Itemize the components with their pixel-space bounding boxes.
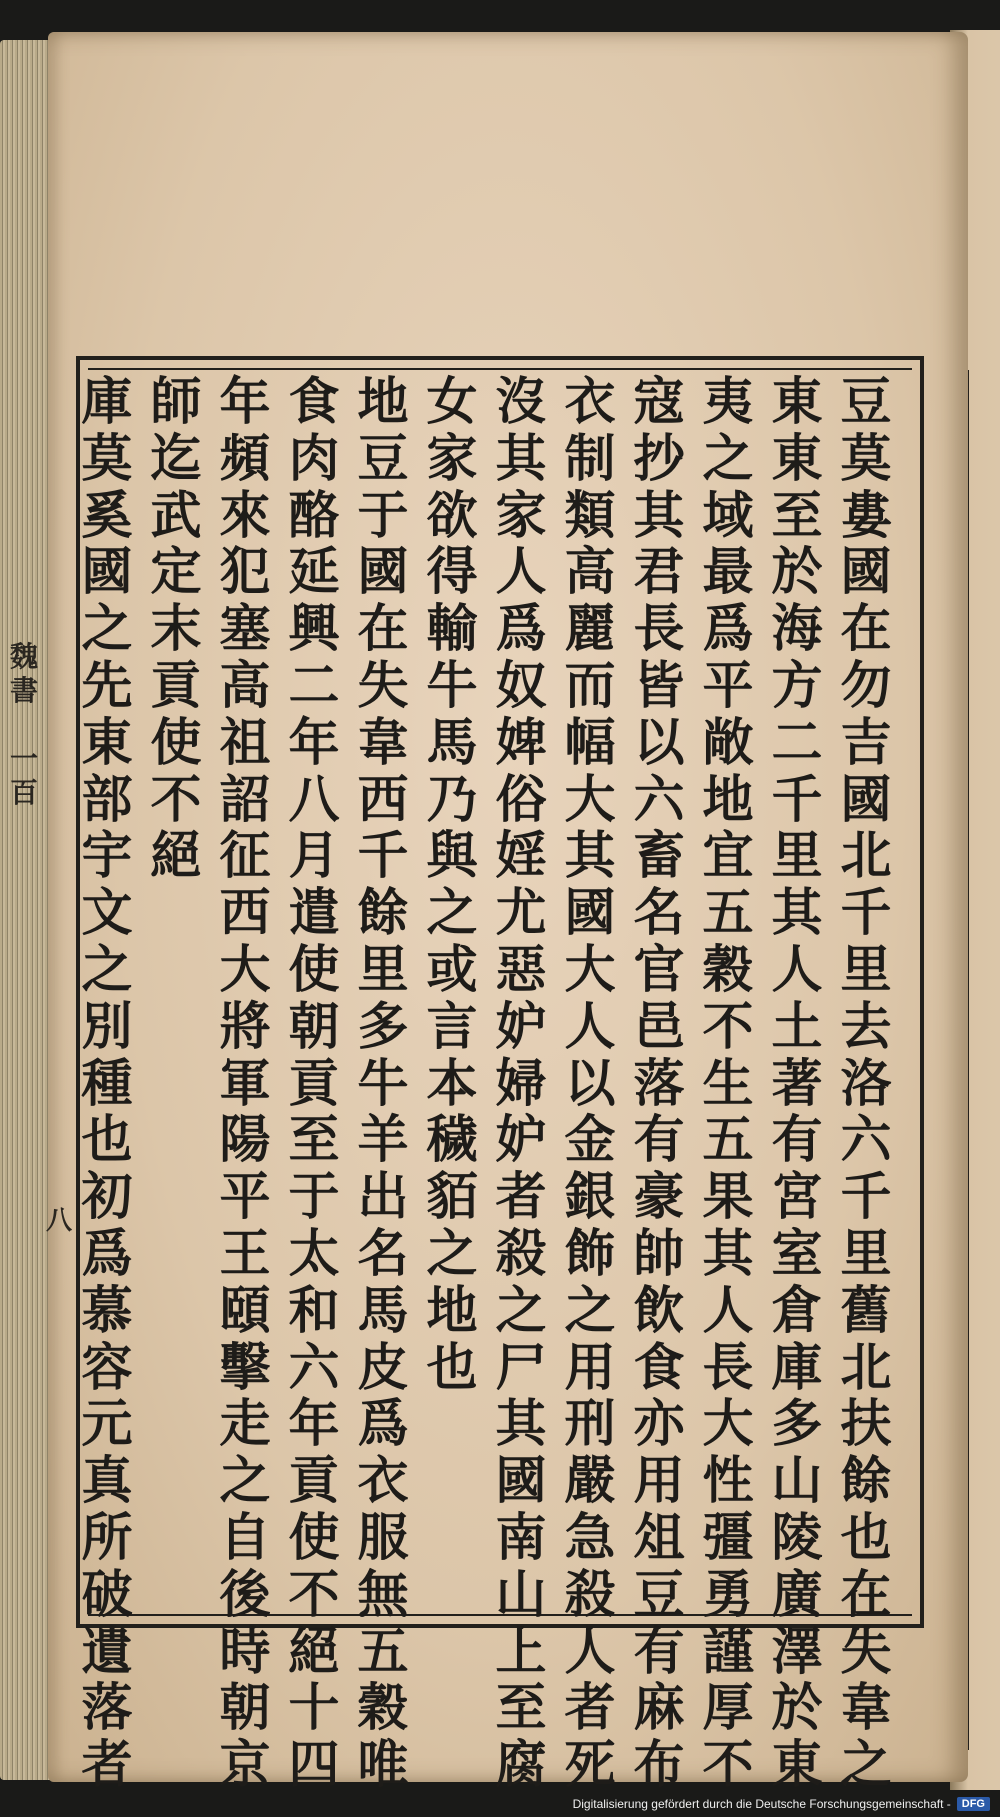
text-column: 庫 莫 奚 國 之 先 東 部 宇 文 之 別 種 也 初 爲 慕 容 元 真 所 破 遺 落 者	[81, 372, 133, 1796]
digitization-footer	[573, 1793, 990, 1815]
text-column: 東 東 至 於 海 方 二 千 里 其 人 土 著 有 宮 室 倉 庫 多 山 陵 廣 澤 於 東	[771, 372, 823, 1796]
leaf-number: 八	[46, 1206, 73, 1236]
dfg-logo: DFG	[957, 1797, 990, 1811]
text-column: 年 頻 來 犯 塞 高 祖 詔 征 西 大 將 軍 陽 平 王 頤 擊 走 之 自 後 時 朝 京	[219, 372, 271, 1796]
text-column: 地 豆 于 國 在 失 韋 西 千 餘 里 多 牛 羊 出 名 馬 皮 爲 衣 服 無 五 穀 唯	[357, 372, 409, 1796]
text-column: 衣 制 類 高 麗 而 幅 大 其 國 大 人 以 金 銀 飾 之 用 刑 嚴 急 殺 人 者 死	[564, 372, 616, 1796]
text-column: 豆 莫 婁 國 在 勿 吉 國 北 千 里 去 洛 六 千 里 舊 北 扶 餘 也 在 失 韋 之	[840, 372, 892, 1796]
text-column: 夷 之 域 最 爲 平 敞 地 宜 五 穀 不 生 五 果 其 人 長 大 性 彊 勇 謹 厚 不	[702, 372, 754, 1796]
text-column: 寇 抄 其 君 長 皆 以 六 畜 名 官 邑 落 有 豪 帥 飲 食 亦 用 俎 豆 有 麻 布	[633, 372, 685, 1796]
text-column: 師 迄 武 定 末 貢 使 不 絕	[150, 372, 202, 887]
text-column: 女 家 欲 得 輸 牛 馬 乃 與 之 或 言 本 穢 貊 之 地 也	[426, 372, 478, 1398]
text-column: 沒 其 家 人 爲 奴 婢 俗 婬 尤 惡 妒 婦 妒 者 殺 之 尸 其 國 南 山 上 至 腐	[495, 372, 547, 1796]
margin-title: 魏 書 一 百	[9, 640, 38, 809]
text-column: 食 肉 酪 延 興 二 年 八 月 遣 使 朝 貢 至 于 太 和 六 年 貢 使 不 絕 十 四	[288, 372, 340, 1796]
text-frame	[76, 356, 924, 1796]
footer-text: Digitalisierung gefördert durch die Deutsche Forschungsgemeinschaft -	[572, 1797, 951, 1811]
